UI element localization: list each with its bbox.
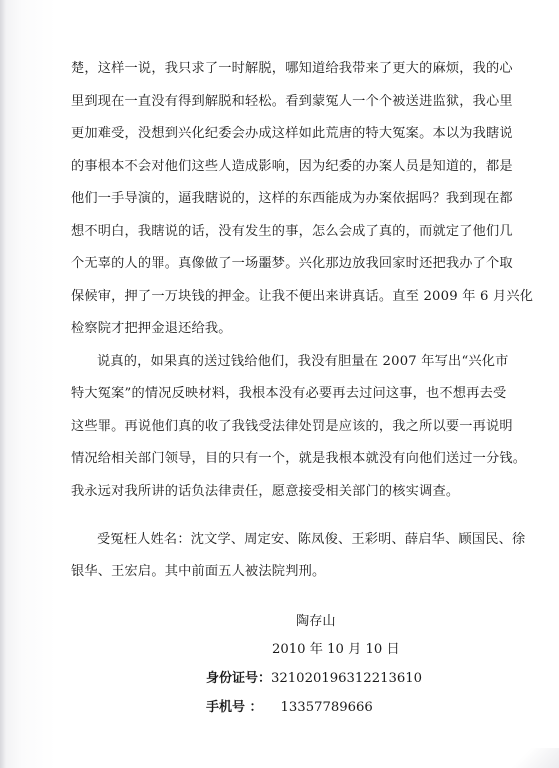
text-line: 个无辜的人的罪。真像做了一场噩梦。兴化那边放我回家时还把我办了个取 <box>71 256 513 271</box>
text-line: 的事根本不会对他们这些人造成影响，因为纪委的办案人员是知道的，都是 <box>71 159 513 174</box>
text-line: 更加难受，没想到兴化纪委会办成这样如此荒唐的特大冤案。本以为我瞎说 <box>71 126 513 141</box>
phone-label: 手机号 ： <box>206 700 263 715</box>
text-line: 想不明白，我瞎说的话，没有发生的事，怎么会成了真的，而就定了他们几 <box>71 224 513 239</box>
id-number-row <box>206 671 422 687</box>
text-line: 说真的，如果真的送过钱给他们，我没有胆量在 2007 年写出“兴化市 <box>97 354 509 369</box>
signer-name: 陶存山 <box>296 614 336 629</box>
phone-row <box>206 700 373 716</box>
text-line: 他们一手导演的，逼我瞎说的，这样的东西能成为办案依据吗？我到现在都 <box>71 191 513 206</box>
text-line: 楚，这样一说，我只求了一时解脱，哪知道给我带来了更大的麻烦，我的心 <box>71 61 513 76</box>
text-line: 受冤枉人姓名：沈文学、周定安、陈凤俊、王彩明、薛启华、顾国民、徐 <box>97 532 526 547</box>
text-line: 银华、王宏启。其中前面五人被法院判刑。 <box>71 564 326 579</box>
text-line: 这些罪。再说他们真的收了我钱受法律处罚是应该的，我之所以要一再说明 <box>71 419 513 434</box>
id-number-label: 身份证号： <box>206 671 272 686</box>
phone-value: 13357789666 <box>280 700 373 715</box>
signature-date: 2010 年 10 月 10 日 <box>272 642 400 657</box>
text-line: 情况给相关部门领导，目的只有一个，就是我根本就没有向他们送过一分钱。 <box>71 451 527 466</box>
id-number-value: 321020196312213610 <box>271 671 423 686</box>
text-line: 检察院才把押金退还给我。 <box>71 321 232 336</box>
text-line: 里到现在一直没有得到解脱和轻松。看到蒙冤人一个个被送进监狱，我心里 <box>71 94 513 109</box>
paper-left-edge-shadow <box>0 0 6 768</box>
text-line: 我永远对我所讲的话负法律责任，愿意接受相关部门的核实调查。 <box>71 484 460 499</box>
paper-corner-shadow <box>499 748 559 768</box>
text-line: 特大冤案”的情况反映材料，我根本没有必要再去过问这事，也不想再去受 <box>71 386 507 401</box>
text-line: 保候审，押了一万块钱的押金。让我不便出来讲真话。直至 2009 年 6 月兴化 <box>71 289 534 304</box>
